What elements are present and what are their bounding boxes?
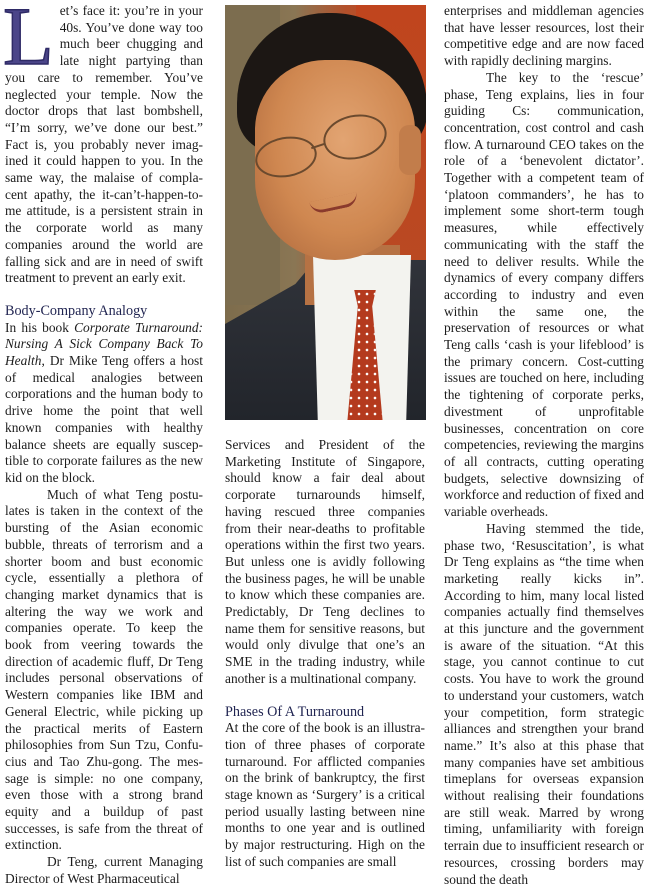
article-column-3 [444, 3, 644, 888]
text-run: In his book [5, 319, 75, 335]
article-column-2 [225, 437, 425, 871]
photo-ear [399, 125, 421, 175]
teng-bio-paragraph-start: Dr Teng, current Managing Director of West Pharmaceutical [5, 854, 203, 886]
section-heading-phases: Phases Of A Turnaround [225, 703, 365, 720]
text-run: , Dr Mike Teng offers a host of medical analogies between corporations and the human body to drive home the point that well known companies with healthy balance sheets are equally susceptible to corporate failures as the new kid on the block. [5, 353, 203, 485]
rescue-phase-paragraph: The key to the ‘rescue’ phase, Teng explains, lies in four guiding Cs: communication, concentration, cost control and cash flow. A turnaround CEO takes on the role of a ‘benevolent dictator’. Together with a competent team of ‘platoon commanders’, he has to implement some short-term tough measures, while effectively communicating with the staff the need to deliver results. While the dynamics of every company differs according to industry and even within the same one, the preservation of resources or what Teng calls ‘cash is your lifeblood’ is the primary concern. Cost-cutting issues are touched on here, including the tightening of corporate perks, divestment of unprofitable businesses, concentration on core competencies, reviewing the margins of all contracts, cutting operating budgets, selective downsizing of workforce and reduction of fixed and variable overheads. [444, 69, 644, 520]
drop-cap: L [3, 0, 54, 82]
teng-bio-paragraph-cont: Services and President of the Marketing Institute of Singapore, should know a fair deal about corporate turnarounds himself, having rescued three companies from their near-deaths to profitable operations within the first two years. But unless one is avidly following the business pages, he will be unable to know which these companies are. Predictably, Dr Teng declines to name them for sensitive reasons, but would only divulge that one’s an SME in the trading industry, while another is a multinational company. [225, 437, 425, 686]
phases-paragraph: At the core of the book is an illustration of three phases of corporate turnaround. For afflicted companies on the brink of bankruptcy, the first stage known as ‘Surgery’ is a critical period usually lasting between nine months to one year and is outlined by major restructuring. High on the list of such companies are small [225, 720, 425, 869]
section-heading-body-company-analogy: Body-Company Analogy [5, 302, 148, 319]
resuscitation-phase-paragraph: Having stemmed the tide, phase two, ‘Resuscitation’, is what Dr Teng explains as “the time when marketing really kicks in”. According to him, many local listed companies actually find themselves at this juncture and the government is aware of the situation. “At this stage, you cannot continue to cut costs. You have to work the ground to understand your customers, watch your competition, form strategic alliances and strengthen your brand name.” It’s also at this phase that many companies have set ambitious timeplans for overseas expansion without realising their foundations are still weak. Marred by wrong timing, unfamiliarity with foreign terrain due to insufficient research or resources, crossing borders may sound the death [444, 520, 644, 887]
intro-text: et’s face it: you’re in your 40s. You’ve done way too much beer chugging and late night partying than you care to remember. You’ve neglected your temple. Now the doctor drops that last bombshell, “I’m sorry, we’ve done our best.” Fact is, you probably never imagined it could happen to you. In the same way, the malaise of complacent apathy, the it-can’t-happen-to-me attitude, is a persistent strain in the corporate world as many companies around the world are falling sick and are in need of swift treatment to prevent an early exit. [5, 3, 203, 286]
phases-paragraph-cont: enterprises and middleman agencies that have lesser resources, lost their competitive edge and are now faced with rapidly declining margins. [444, 3, 644, 69]
portrait-photo [225, 5, 426, 420]
intro-paragraph [3, 0, 203, 287]
article-column-1 [3, 0, 204, 888]
context-paragraph: Much of what Teng postulates is taken in the context of the bursting of the Asian economic bubble, threats of terrorism and a shorter boom and bust economic cycle, essentially a plethora of changing market dynamics that is altering the way we work and companies operate. To keep the book from veering towards the direction of academic fluff, Dr Teng includes personal observations of Western companies like IBM and General Electric, while picking up the practical merits of Eastern philosophies from Sun Tzu, Confucius and Tao Zhu-gong. The message is simple: no one company, even those with a strong brand equity and a buildup of past successes, is safe from the threat of extinction. [5, 486, 203, 853]
book-title: Corporate Turnaround: Nursing A Sick Company Back To Health [5, 319, 204, 369]
book-intro-paragraph [5, 320, 203, 487]
